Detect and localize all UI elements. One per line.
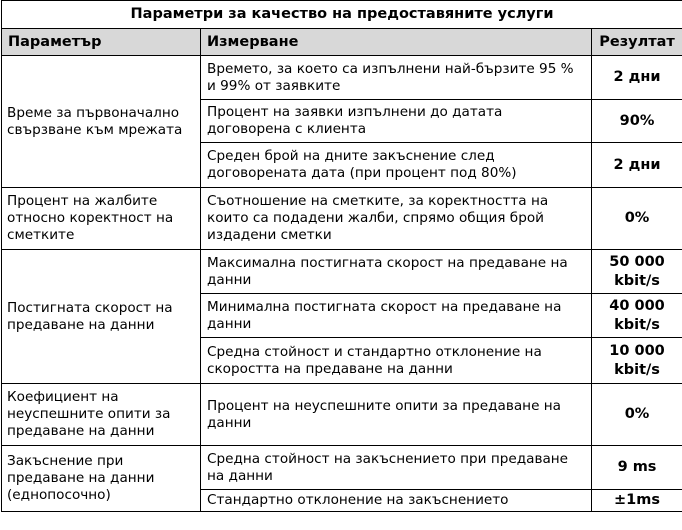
header-result: Резултат [592, 29, 682, 56]
table-header-row [2, 29, 682, 56]
result-cell: 0% [592, 384, 682, 446]
result-cell: 50 000 kbit/s [592, 250, 682, 294]
result-cell: 2 дни [592, 56, 682, 100]
measurement-cell: Процент на неуспешните опити за предаване на данни [201, 384, 592, 446]
parameter-cell: Процент на жалбите относно коректност на сметките [2, 188, 201, 250]
table-row [2, 446, 682, 490]
measurement-cell: Процент на заявки изпълнени до датата договорена с клиента [201, 100, 592, 143]
table-row [2, 56, 682, 100]
measurement-cell: Среден брой на дните закъснение след договорената дата (при процент под 80%) [201, 143, 592, 188]
result-cell: 90% [592, 100, 682, 143]
header-parameter: Параметър [2, 29, 201, 56]
quality-parameters-table [1, 0, 682, 512]
result-cell: 9 ms [592, 446, 682, 490]
parameter-cell: Коефициент на неуспешните опити за предаване на данни [2, 384, 201, 446]
result-cell: 2 дни [592, 143, 682, 188]
measurement-cell: Минимална постигната скорост на предаване на данни [201, 294, 592, 338]
table-row [2, 384, 682, 446]
measurement-cell: Стандартно отклонение на закъснението [201, 490, 592, 512]
table-row [2, 188, 682, 250]
measurement-cell: Средна стойност и стандартно отклонение на скоростта на предаване на данни [201, 338, 592, 384]
parameter-cell: Закъснение при предаване на данни (еднопосочно) [2, 446, 201, 512]
result-cell: ±1ms [592, 490, 682, 512]
table-title: Параметри за качество на предоставяните услуги [2, 1, 682, 29]
measurement-cell: Времето, за което са изпълнени най-бързите 95 % и 99% от заявките [201, 56, 592, 100]
result-cell: 40 000 kbit/s [592, 294, 682, 338]
parameter-cell: Време за първоначално свързване към мрежата [2, 56, 201, 188]
measurement-cell: Съотношение на сметките, за коректността на които са подадени жалби, спрямо общия брой издадени сметки [201, 188, 592, 250]
parameter-cell: Постигната скорост на предаване на данни [2, 250, 201, 384]
result-cell: 0% [592, 188, 682, 250]
measurement-cell: Средна стойност на закъснението при предаване на данни [201, 446, 592, 490]
result-cell: 10 000 kbit/s [592, 338, 682, 384]
table-row [2, 250, 682, 294]
measurement-cell: Максимална постигната скорост на предаване на данни [201, 250, 592, 294]
header-measurement: Измерване [201, 29, 592, 56]
